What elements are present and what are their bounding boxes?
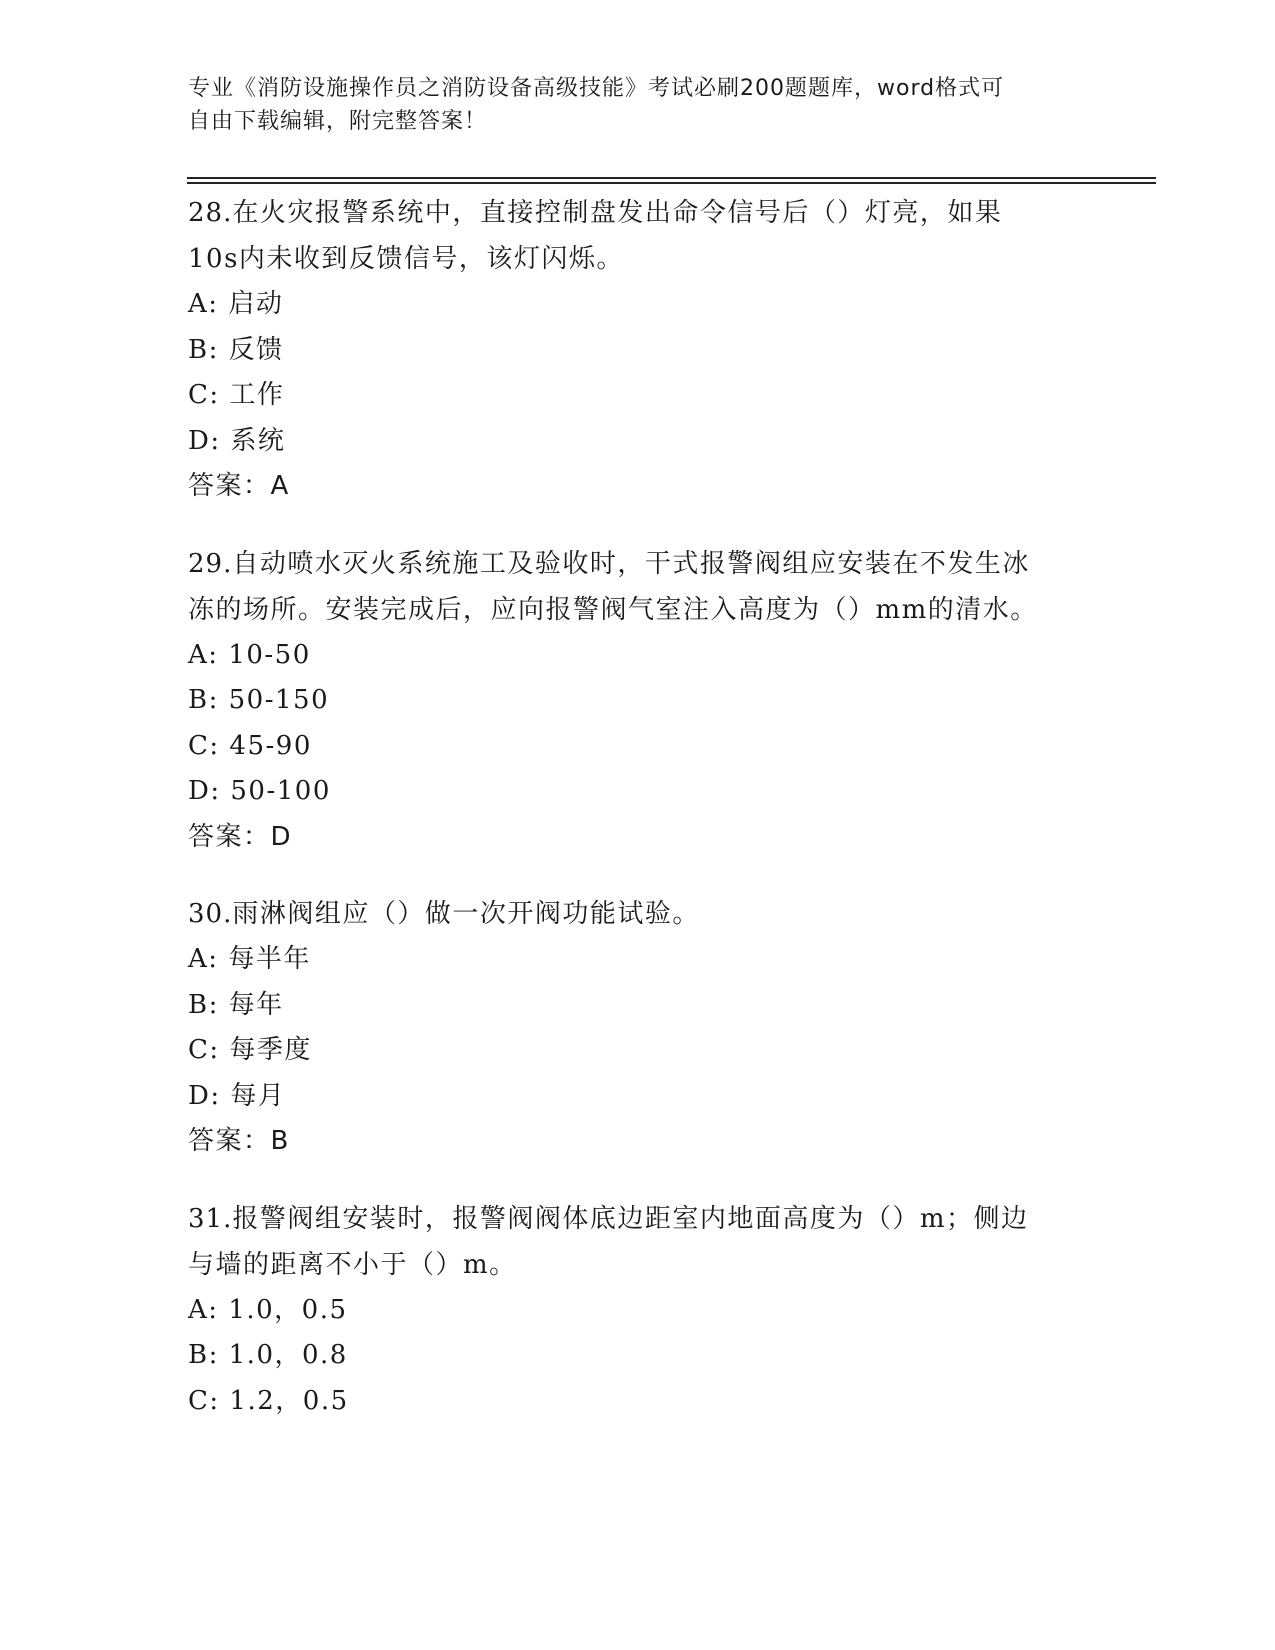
answer-option [188, 1028, 1088, 1074]
option-text: 10-50 [228, 639, 311, 670]
answer-option [188, 678, 1088, 724]
option-letter: C: [188, 1385, 220, 1416]
option-text: 1.0，0.8 [228, 1340, 348, 1370]
option-text: 50-100 [230, 776, 331, 806]
answer-option [188, 724, 1088, 770]
question-block [188, 1196, 1088, 1425]
option-text: 每季度 [229, 1035, 312, 1065]
answer-option [188, 769, 1088, 815]
question-text: 在火灾报警系统中，直接控制盘发出命令信号后（）灯亮，如果 [232, 198, 1003, 228]
answer-option [188, 937, 1088, 983]
question-stem-line [188, 1242, 1078, 1288]
question-block [188, 891, 1088, 1165]
question-stem-line [188, 1196, 1078, 1242]
option-letter: B: [188, 685, 219, 715]
option-letter: A: [188, 944, 219, 974]
question-text: 自动喷水灭火系统施工及验收时，干式报警阀组应安装在不发生冰 [232, 548, 1030, 579]
option-text: 每年 [228, 989, 284, 1020]
header-divider-top [187, 177, 1156, 179]
answer-option [188, 373, 1088, 419]
option-letter: B: [188, 989, 219, 1020]
option-letter: C: [188, 1035, 220, 1065]
answer-key: 答案：B [188, 1126, 290, 1156]
question-stem-line [188, 587, 1078, 633]
option-text: 1.0，0.5 [228, 1294, 348, 1325]
option-letter: B: [188, 334, 219, 365]
question-stem-line [188, 541, 1078, 587]
option-letter: A: [188, 1294, 219, 1325]
question-text: 雨淋阀组应（）做一次开阀功能试验。 [232, 899, 700, 929]
question-text: 与墙的距离不小于（）m。 [188, 1249, 517, 1280]
answer-option [188, 419, 1088, 465]
answer-option [188, 1379, 1088, 1425]
question-text: 冻的场所。安装完成后，应向报警阀气室注入高度为（）mm的清水。 [188, 594, 1038, 625]
question-number: 29. [188, 548, 233, 579]
answer-option [188, 328, 1088, 374]
option-text: 启动 [228, 289, 284, 319]
answer-option [188, 282, 1088, 328]
option-text: 每月 [230, 1080, 286, 1111]
option-letter: C: [188, 730, 220, 761]
option-letter: A: [188, 289, 219, 319]
answer-key: 答案：D [188, 821, 293, 852]
header-line-2: 自由下载编辑，附完整答案！ [188, 109, 488, 134]
question-list [188, 190, 1088, 1455]
option-letter: B: [188, 1340, 219, 1370]
question-number: 28. [188, 198, 233, 228]
question-block [188, 190, 1088, 510]
question-text: 报警阀组安装时，报警阀阀体底边距室内地面高度为（）m；侧边 [232, 1203, 1029, 1234]
option-text: 1.2，0.5 [229, 1385, 349, 1416]
answer-key: 答案：A [188, 471, 290, 501]
question-stem-line [188, 236, 1078, 282]
answer-option [188, 1288, 1088, 1334]
question-number: 30. [188, 899, 233, 929]
header-divider-bottom [187, 182, 1156, 184]
option-text: 每半年 [228, 944, 311, 974]
option-text: 系统 [230, 425, 286, 456]
option-text: 45-90 [229, 730, 312, 761]
question-text: 10s内未收到反馈信号，该灯闪烁。 [188, 244, 624, 274]
answer-option [188, 633, 1088, 679]
question-block [188, 541, 1088, 861]
header-line-1: 专业《消防设施操作员之消防设备高级技能》考试必刷200题题库，word格式可 [188, 76, 1005, 101]
option-text: 50-150 [228, 685, 330, 715]
question-number: 31. [188, 1203, 233, 1234]
option-text: 反馈 [228, 334, 284, 365]
option-letter: D: [188, 776, 221, 806]
option-text: 工作 [229, 380, 285, 410]
answer-option [188, 1333, 1088, 1379]
answer-option [188, 1074, 1088, 1120]
option-letter: D: [188, 425, 221, 456]
option-letter: C: [188, 380, 220, 410]
answer-option [188, 983, 1088, 1029]
question-stem-line [188, 891, 1078, 937]
option-letter: A: [188, 639, 219, 670]
document-header [188, 72, 1068, 138]
option-letter: D: [188, 1080, 221, 1111]
question-stem-line [188, 190, 1078, 236]
